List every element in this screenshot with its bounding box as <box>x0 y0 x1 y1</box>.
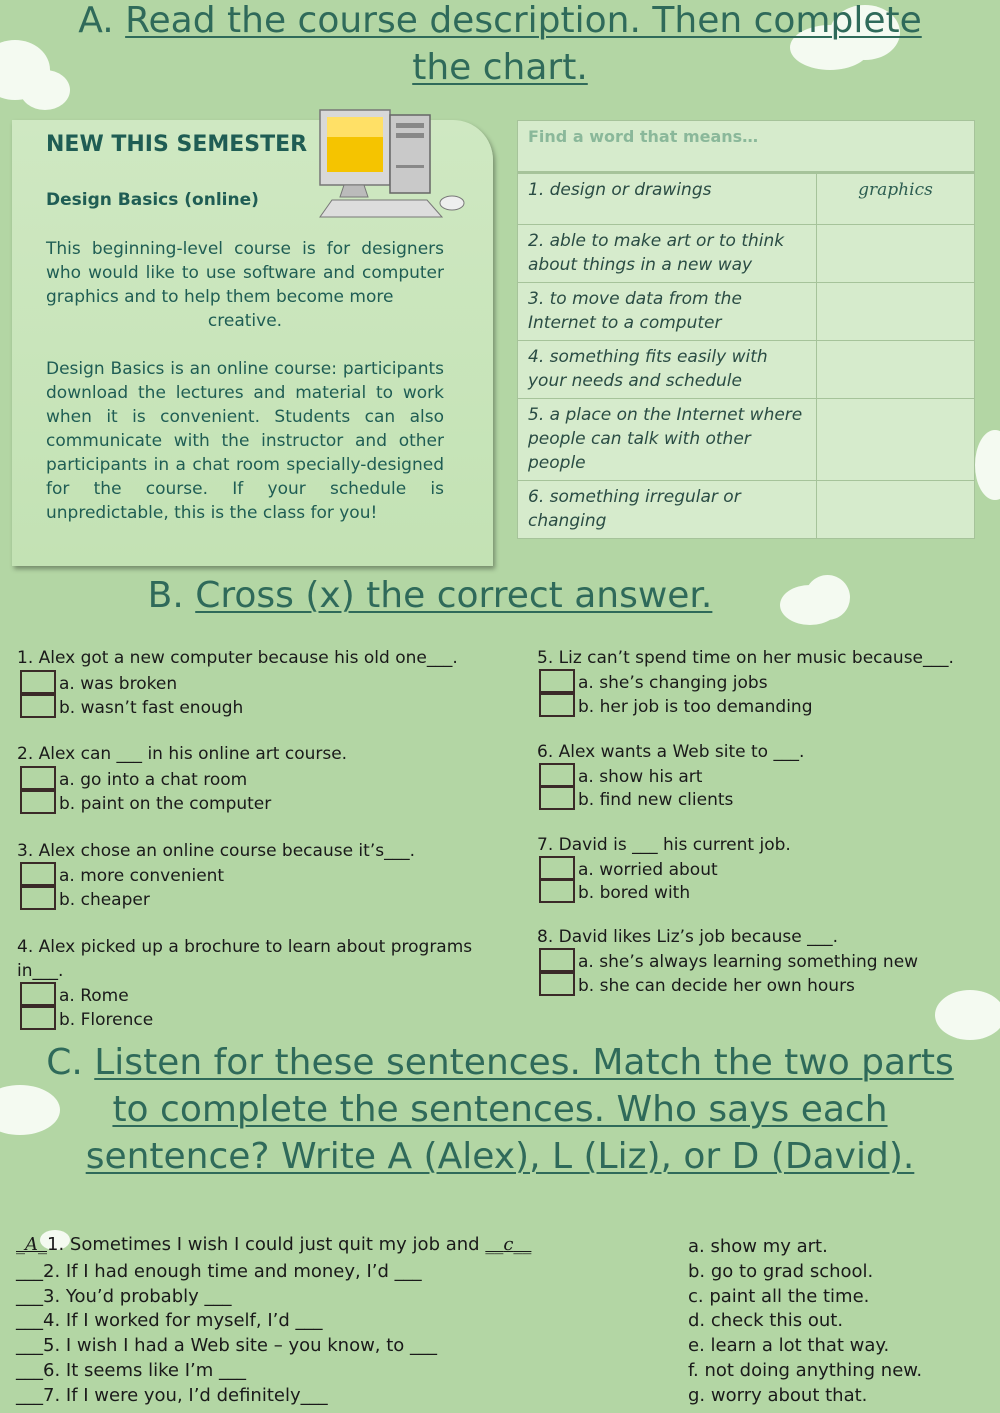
option-4a[interactable] <box>20 982 129 1008</box>
chart-prompt: 6. something irregular or changing <box>518 481 817 539</box>
checkbox[interactable] <box>539 972 575 996</box>
chart-prompt: 1. design or drawings <box>518 173 817 225</box>
ending-f: f. not doing anything new. <box>688 1360 923 1381</box>
sentence-4: ___4. If I worked for myself, I’d ___ <box>16 1310 323 1331</box>
question-7: 7. David is ___ his current job. <box>537 835 791 855</box>
option-7b[interactable] <box>539 879 690 905</box>
chart-prompt: 5. a place on the Internet where people can talk with other people <box>518 399 817 481</box>
chart-row <box>518 481 975 539</box>
part-b-letter: B. <box>147 575 184 616</box>
sentence-6: ___6. It seems like I’m ___ <box>16 1360 247 1381</box>
chart-answer-field[interactable] <box>817 341 975 399</box>
sentence-1 <box>16 1232 531 1257</box>
checkbox[interactable] <box>20 766 56 790</box>
checkbox[interactable] <box>20 982 56 1006</box>
part-c-title-line3: sentence? Write A (Alex), L (Liz), or D (David). <box>85 1135 915 1177</box>
option-label: b. bored with <box>578 883 691 903</box>
option-4b[interactable] <box>20 1006 153 1032</box>
checkbox[interactable] <box>539 948 575 972</box>
option-label: b. wasn’t fast enough <box>59 698 244 718</box>
question-6: 6. Alex wants a Web site to ___. <box>537 742 805 762</box>
part-c-letter: C. <box>46 1042 83 1083</box>
question-4-line1: 4. Alex picked up a brochure to learn about programs <box>17 937 473 957</box>
speaker-answer[interactable]: _A_ <box>16 1234 47 1255</box>
checkbox[interactable] <box>539 669 575 693</box>
option-label: a. was broken <box>59 674 178 694</box>
sentence-5: ___5. I wish I had a Web site – you know, to ___ <box>16 1335 438 1356</box>
checkbox[interactable] <box>539 786 575 810</box>
course-paragraph-1 <box>46 237 444 333</box>
part-c-title-line1: Listen for these sentences. Match the two parts <box>94 1042 954 1083</box>
ending-d: d. check this out. <box>688 1310 844 1331</box>
question-4 <box>17 935 472 983</box>
course-box-heading: NEW THIS SEMESTER <box>46 132 308 157</box>
chart-header: Find a word that means… <box>518 121 975 173</box>
checkbox[interactable] <box>539 693 575 717</box>
option-label: a. Rome <box>59 986 129 1006</box>
option-label: b. her job is too demanding <box>578 697 813 717</box>
checkbox[interactable] <box>539 763 575 787</box>
chart-row <box>518 399 975 481</box>
chart-row <box>518 283 975 341</box>
option-1b[interactable] <box>20 694 243 720</box>
option-5a[interactable] <box>539 669 768 695</box>
option-3b[interactable] <box>20 886 150 912</box>
chart-row <box>518 173 975 225</box>
option-3a[interactable] <box>20 862 224 888</box>
sentence-7: ___7. If I were you, I’d definitely___ <box>16 1385 328 1406</box>
checkbox[interactable] <box>20 886 56 910</box>
ending-a: a. show my art. <box>688 1236 828 1257</box>
cloud-decoration <box>975 430 1000 500</box>
sentence-text: 3. You’d probably ___ <box>43 1286 232 1307</box>
part-c-title <box>0 1040 1000 1180</box>
option-5b[interactable] <box>539 693 812 719</box>
checkbox[interactable] <box>20 694 56 718</box>
question-3: 3. Alex chose an online course because it’s___. <box>17 841 415 861</box>
sentence-text: 7. If I were you, I’d definitely___ <box>43 1385 328 1406</box>
course-paragraph-2: Design Basics is an online course: participants download the lectures and material to work when it is convenient. Students can also communicate with the instructor and other participants in a chat room specially-designed for the course. If your schedule is unpredictable, this is the class for you! <box>46 359 444 523</box>
chart-prompt: 3. to move data from the Internet to a computer <box>518 283 817 341</box>
match-answer[interactable]: __c__ <box>485 1234 532 1255</box>
checkbox[interactable] <box>20 1006 56 1030</box>
ending-e: e. learn a lot that way. <box>688 1335 890 1356</box>
option-label: b. she can decide her own hours <box>578 976 855 996</box>
chart-answer-field[interactable] <box>817 481 975 539</box>
course-name: Design Basics (online) <box>46 190 259 210</box>
chart-answer-field[interactable] <box>817 225 975 283</box>
chart-answer-field[interactable]: graphics <box>817 173 975 225</box>
ending-b: b. go to grad school. <box>688 1261 874 1282</box>
option-label: a. she’s changing jobs <box>578 673 768 693</box>
question-2: 2. Alex can ___ in his online art course. <box>17 744 348 764</box>
vocabulary-chart <box>517 120 975 539</box>
cloud-decoration <box>935 990 1000 1040</box>
option-label: b. Florence <box>59 1010 154 1030</box>
part-a-letter: A. <box>78 0 114 41</box>
chart-row <box>518 341 975 399</box>
chart-prompt: 2. able to make art or to think about things in a new way <box>518 225 817 283</box>
part-a-title-line2: the chart. <box>412 46 588 88</box>
option-2a[interactable] <box>20 766 247 792</box>
part-a-title <box>0 0 1000 92</box>
option-label: b. cheaper <box>59 890 150 910</box>
part-c-title-line2: to complete the sentences. Who says each <box>112 1088 888 1130</box>
option-1a[interactable] <box>20 670 177 696</box>
checkbox[interactable] <box>539 879 575 903</box>
chart-header-row <box>518 121 975 173</box>
option-8a[interactable] <box>539 948 918 974</box>
option-2b[interactable] <box>20 790 271 816</box>
ending-c: c. paint all the time. <box>688 1286 870 1307</box>
checkbox[interactable] <box>20 670 56 694</box>
ending-g: g. worry about that. <box>688 1385 868 1406</box>
sentence-2: ___2. If I had enough time and money, I’d ___ <box>16 1261 422 1282</box>
course-paragraph-1-text: This beginning-level course is for designers who would like to use software and computer graphics and to help them become more <box>46 239 444 307</box>
chart-row <box>518 225 975 283</box>
question-5: 5. Liz can’t spend time on her music because___. <box>537 648 954 668</box>
option-label: a. more convenient <box>59 866 225 886</box>
chart-prompt: 4. something fits easily with your needs and schedule <box>518 341 817 399</box>
option-6b[interactable] <box>539 786 733 812</box>
option-label: a. she’s always learning something new <box>578 952 919 972</box>
sentence-text: 2. If I had enough time and money, I’d ___ <box>43 1261 422 1282</box>
sentence-text: 6. It seems like I’m ___ <box>43 1360 247 1381</box>
sentence-text: 1. Sometimes I wish I could just quit my job and <box>47 1234 480 1255</box>
part-a-title-line1: Read the course description. Then complete <box>125 0 922 41</box>
part-b-title-text: Cross (x) the correct answer. <box>195 575 713 616</box>
question-4-line2: in___. <box>17 961 64 981</box>
option-label: a. show his art <box>578 767 703 787</box>
option-8b[interactable] <box>539 972 855 998</box>
question-1: 1. Alex got a new computer because his old one___. <box>17 648 458 668</box>
option-label: b. paint on the computer <box>59 794 272 814</box>
question-8: 8. David likes Liz’s job because ___. <box>537 927 839 947</box>
checkbox[interactable] <box>539 856 575 880</box>
option-label: a. worried about <box>578 860 718 880</box>
part-b-title <box>0 573 860 620</box>
checkbox[interactable] <box>20 790 56 814</box>
chart-answer-field[interactable] <box>817 283 975 341</box>
sentence-text: 5. I wish I had a Web site – you know, to ___ <box>43 1335 438 1356</box>
sentence-text: 4. If I worked for myself, I’d ___ <box>43 1310 323 1331</box>
checkbox[interactable] <box>20 862 56 886</box>
option-label: b. find new clients <box>578 790 734 810</box>
chart-answer-field[interactable] <box>817 399 975 481</box>
option-label: a. go into a chat room <box>59 770 248 790</box>
computer-icon <box>312 105 487 230</box>
sentence-3: ___3. You’d probably ___ <box>16 1286 232 1307</box>
course-paragraph-1-end: creative. <box>207 311 283 331</box>
